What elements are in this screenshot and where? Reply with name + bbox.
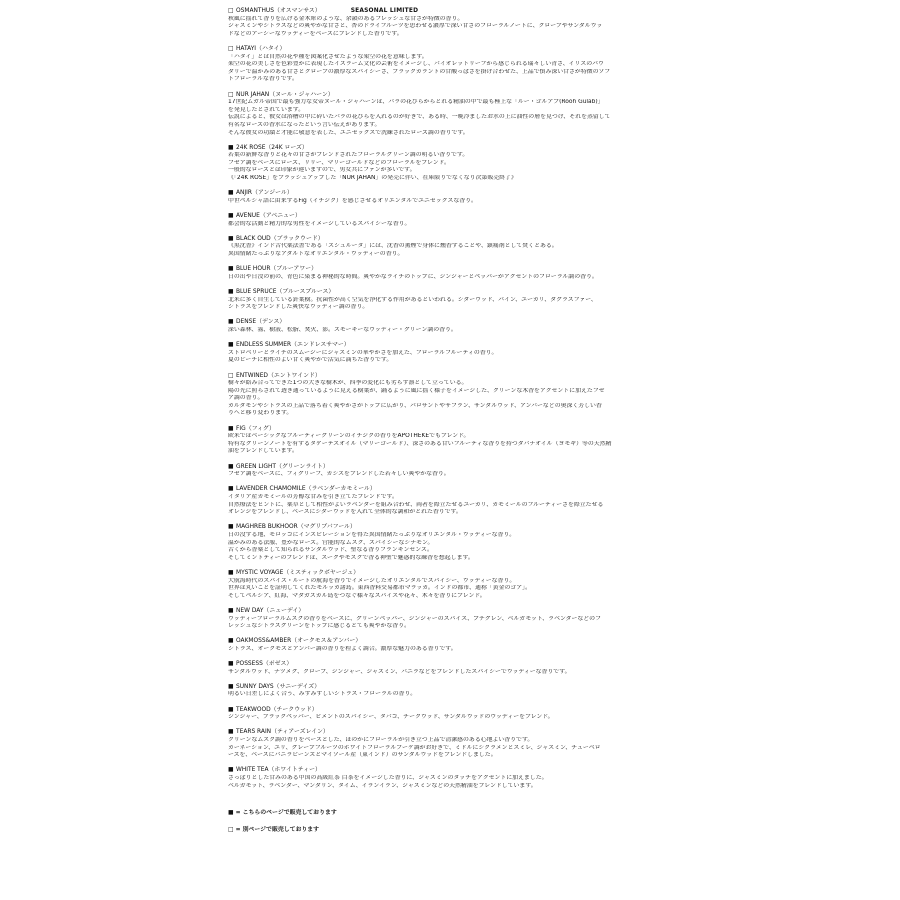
fragrance-entry <box>228 8 680 38</box>
entry-title-row <box>228 319 680 327</box>
fragrance-name: MAGHREB BUKHOOR（マグリブバフール） <box>236 524 356 531</box>
availability-marker-icon: ■ <box>228 729 234 736</box>
fragrance-entry <box>228 767 680 790</box>
fragrance-name: OSMANTHUS（オスマンサス） <box>236 8 321 14</box>
description-line: 異国情緒たっぷりなアダルトなオリエンタル・ウッディーの香り。 <box>228 251 404 257</box>
fragrance-name: AVENUE（アベニュー） <box>236 213 301 220</box>
description-line: ーズを、ベースにバニラビーンズとマイソール産（東インド）のサンダルウッドをブレンドしました。 <box>228 752 497 759</box>
fragrance-name: ANJIR（アンジール） <box>236 190 293 197</box>
description-line: を発見したとされています。 <box>228 106 305 113</box>
entry-title-row <box>228 236 680 244</box>
fragrance-name: WHITE TEA（ホワイトティー） <box>236 767 321 774</box>
entry-title-row <box>228 92 680 100</box>
entry-title-row <box>228 464 680 472</box>
availability-marker-icon: ■ <box>228 767 234 774</box>
description-line: 特有なグリーンノートを有するタゲーテスオイル（マリーゴールド）、深さのある甘いフルーティな香りを持つダバナオイル（ヨモギ）等の天然精 <box>228 440 612 447</box>
availability-marker-icon: ■ <box>228 235 234 242</box>
fragrance-name: MYSTIC VOYAGE（ミスティックボヤージュ） <box>236 569 360 576</box>
description-line: りへと移り変わります。 <box>228 410 293 417</box>
description-line: ジャスミンやシトラスなどの爽やかな甘さと、杏のドライフルーツを思わせる濃厚で深い甘さのフローラルノートに、クローブやサンダルウッ <box>228 23 603 30</box>
description-line: ストロベリーとライチのスムージーにジャスミンの華やかさを加えた、フローラルフルーティの香り。 <box>228 349 498 356</box>
description-line: クリーンなムスク調の香りをベースとした、ほのかにフローラルが引き立つ上品で清潔感のある心地よい香りです。 <box>228 737 534 743</box>
description-line: 有名なローズの香水になったという言い伝えがあります。 <box>228 121 381 128</box>
availability-marker-icon: ■ <box>228 524 234 531</box>
fragrance-name: LAVENDER CHAMOMILE（ラベンダーカモミール） <box>236 486 376 493</box>
description-line: 「ハタイ」とは自然の花や種を図案化させたような架空の花を意味します。 <box>228 53 428 60</box>
fragrance-entry <box>228 486 680 516</box>
entry-title-row <box>228 486 680 494</box>
legend <box>228 810 680 834</box>
availability-marker-icon: □ <box>228 45 234 52</box>
description-line: そしてペルシア、紅海、マダガスカル島をつなぐ様々なスパイスや花々、木々を香りにブレンド。 <box>228 592 486 599</box>
description-line: シトラスをブレンドした爽快なウッディー調の香り。 <box>228 304 369 311</box>
description-line: レッシュなシトラスグリーンをトップに感じるとても爽やかな香り。 <box>228 623 410 630</box>
entry-title-row <box>228 289 680 297</box>
fragrance-name: BLACK OUD（ブラックウード） <box>236 235 324 242</box>
availability-marker-icon: ■ <box>228 661 234 668</box>
availability-marker-icon: ■ <box>228 683 234 690</box>
entry-title-row <box>228 570 680 578</box>
fragrance-name: ENDLESS SUMMER（エンドレスサマー） <box>236 342 350 349</box>
description-line: 夏のビーチに相性のよい甘く爽やかで活気に満ちた香りです。 <box>228 357 393 364</box>
description-line: 架空の花の美しさを色彩豊かに表現したイスラーム文化の芸術をイメージし、バイオレットリーフから感じられる瑞々しい青さ、イリスのパウ <box>228 61 604 68</box>
entry-title-row <box>228 8 680 16</box>
description-line: そしてミントティーのブレンドは、スークやモスクで香る神聖で魅惑的な練香を想起します。 <box>228 554 474 561</box>
availability-marker-icon: ■ <box>228 342 234 349</box>
fragrance-entry <box>228 729 680 759</box>
legend-sold-here: ■ = こちらのページで販売しております <box>228 810 337 817</box>
description-line: 伝説によると、彼女は浴槽の中に砕いたバラの花びらを入れるのが好きで、ある時、一晩冷ましたお水の上に油性の層を見つけ、それを蒸留して <box>228 114 611 121</box>
legend-sold-elsewhere: □ = 別ページで販売しております <box>228 826 320 833</box>
fragrance-name: OAKMOSS&AMBER（オークモス＆アンバー） <box>236 638 362 645</box>
fragrance-entry <box>228 342 680 365</box>
entry-title-row <box>228 373 680 381</box>
description-line: 中世ペルシャ語に由来するFig（イチジク）を感じさせるオリエンタルでユニセックスな香り。 <box>228 197 477 204</box>
entry-title-row <box>228 145 680 153</box>
availability-marker-icon: ■ <box>228 706 234 713</box>
availability-marker-icon: ■ <box>228 607 234 614</box>
availability-marker-icon: ■ <box>228 288 234 295</box>
availability-marker-icon: □ <box>228 91 234 98</box>
description-line: 明るい日差しによく合う、みずみずしいシトラス・フローラルの香り。 <box>228 691 417 698</box>
description-line: 《「24K ROSE」をブラッシュアップした「NUR JAHAN」の発売に伴い、在庫限りでなくなり次第販売終了》 <box>228 175 517 182</box>
availability-marker-icon: ■ <box>228 213 234 220</box>
fragrance-entry <box>228 707 680 722</box>
description-line: ウッディーフローラルムスクの香りをベースに、グリーンペッパー、ジンジャーのスパイス、プチグレン、ベルガモット、ラベンダーなどのフ <box>228 615 601 622</box>
description-line: カーネーション、ユリ、グレープフルーツのホワイトフローラルブーケ調がお好きで、ミドルにシクラメンとスミレ、ジャスミン、チューベロ <box>228 744 601 751</box>
availability-marker-icon: ■ <box>228 319 234 326</box>
fragrance-name: POSSESS（ポゼス） <box>236 661 293 668</box>
fragrance-name: BLUE SPRUCE（ブルースプルース） <box>236 288 335 295</box>
entry-title-row <box>228 190 680 198</box>
fragrance-name: SUNNY DAYS（サニーデイズ） <box>236 683 321 690</box>
fragrance-entry <box>228 464 680 479</box>
description-line: そんな彼女の功績と才能に敬意を表した、ユニセックスで洗練されたローズ調の香りです。 <box>228 129 469 136</box>
description-line: 油をブレンドしています。 <box>228 448 298 455</box>
entry-title-row <box>228 46 680 54</box>
description-line: 温かみのある法服、豊かなローズ。官能的なムスク、スパイシーなシナモン。 <box>228 539 434 546</box>
description-line: 都会的な活動と精力的な男性をイメージしているスパイシーな香り。 <box>228 220 411 227</box>
availability-marker-icon: ■ <box>228 425 234 432</box>
availability-marker-icon: ■ <box>228 638 234 645</box>
fragrance-entry <box>228 319 680 334</box>
fragrance-entry <box>228 46 680 84</box>
fragrance-entries <box>228 8 680 790</box>
description-line: フゼア調をベースに、フィグリーフ、カシスをブレンドした若々しい爽やかな香り。 <box>228 471 450 478</box>
fragrance-list-document <box>228 8 680 843</box>
description-line: 秋風に揺れて香りを広げる金木犀のような、余韻のあるフレッシュな甘さが特徴の香り。 <box>228 15 464 22</box>
description-line: 樹々が絡み合ってできた1つの大きな樹木が、四季の変化にも劣らず凛として立っている。 <box>228 380 468 387</box>
description-line: サンダルウッド、ナツメグ、クローブ、ジンジャー、ジャスミン、バニラなどをブレンドしたスパイシーでウッディーな香りです。 <box>228 668 571 675</box>
fragrance-entry <box>228 638 680 653</box>
entry-title-row <box>228 213 680 221</box>
fragrance-entry <box>228 608 680 631</box>
fragrance-entry <box>228 236 680 259</box>
entry-title-row <box>228 266 680 274</box>
fragrance-name: GREEN LIGHT（グリーンライト） <box>236 463 329 470</box>
fragrance-entry <box>228 426 680 456</box>
fragrance-entry <box>228 266 680 281</box>
availability-marker-icon: ■ <box>228 190 234 197</box>
fragrance-name: TEARS RAIN（ティアーズレイン） <box>236 729 329 736</box>
availability-marker-icon: □ <box>228 372 234 379</box>
fragrance-entry <box>228 145 680 183</box>
fragrance-name: TEAKWOOD（チークウッド） <box>236 706 318 713</box>
description-line: 北米に多く自生している針葉樹。抗菌性が高く空気を浄化する作用があるといわれる。シダーウッド、パイン、ユーカリ、ダグラスファー、 <box>228 296 597 303</box>
description-line: 欧米ではベーシックなフルーティーグリーンのイチジクの香りをAPOTHEKEでもブレンド。 <box>228 433 470 440</box>
description-line: 深い森林、霧、樹液、松脂、焚火、影。スモーキーなウッディー・グリーン調の香り。 <box>228 326 457 333</box>
description-line: シトラス、オークモスとアンバー調の香りを程よく調合。濃厚な魅力のある香りです。 <box>228 645 457 652</box>
description-line: さっぱりとした甘みのある中国の高級紅茶 白茶をイメージした香りに、ジャスミンのタッチをアクセントに加えました。 <box>228 774 548 781</box>
description-line: 陽の光に照らされて透き通っているように見える樹葉が、踊るように風に揺く様子をイメージした、クリーンな木香をアクセントに加えたフゼ <box>228 387 605 394</box>
availability-marker-icon: ■ <box>228 569 234 576</box>
description-line: フゼア調をベースにローズ、リリー、マリーゴールドなどのフローラルをブレンド。 <box>228 159 450 166</box>
description-line: 大航海時代のスパイス・ルートの航海を香りでイメージしたオリエンタルでスパイシー、ウッディーな香り。 <box>228 577 516 584</box>
description-line: ドなどのアーシーなウッディーをベースにブレンドした香りです。 <box>228 30 403 37</box>
fragrance-entry <box>228 92 680 138</box>
entry-title-row <box>228 767 680 775</box>
fragrance-name: FIG（フィグ） <box>236 425 275 432</box>
description-line: オレンジをブレンドし、ベースにシダーウッドを入れて全体的な調和がとれた香りです。 <box>228 509 462 516</box>
description-line: 日の没する地、モロッコにインスピレーションを得た異国情緒たっぷりなオリエンタル・ウッディーな香り。 <box>228 531 516 538</box>
description-line: 《黒沈香》インド古代薬法書である「スシュルータ」には、沈香の薫煙で身体に燻香することや、鎮痛剤として焚くとある。 <box>228 243 558 250</box>
description-line: 自然療法をヒントに、薬草として相性がよいラベンダーを組み合わせ、両者を際立たせるユーカリ、カモミールのフルーティーさを際立たせる <box>228 501 604 508</box>
entry-title-row <box>228 729 680 737</box>
availability-marker-icon: ■ <box>228 144 234 151</box>
entry-title-row <box>228 426 680 434</box>
description-line: 日の出や日没の前の、青色に染まる神秘的な時間。爽やかなライチのトップに、ジンジャーとペッパーがアクセントのフローラル調の香り。 <box>228 273 598 280</box>
description-line: イタリア産カモミールの芳醇な甘みを引き立てたブレンドです。 <box>228 494 398 500</box>
entry-title-row <box>228 608 680 616</box>
fragrance-name: NUR JAHAN（ヌール・ジャハーン） <box>236 91 334 98</box>
fragrance-entry <box>228 524 680 562</box>
availability-marker-icon: ■ <box>228 266 234 273</box>
fragrance-entry <box>228 213 680 228</box>
description-line: トフローラルな香りです。 <box>228 76 298 83</box>
entry-title-row <box>228 661 680 669</box>
availability-marker-icon: ■ <box>228 486 234 493</box>
availability-marker-icon: □ <box>228 8 234 14</box>
entry-title-row <box>228 524 680 532</box>
fragrance-entry <box>228 190 680 205</box>
fragrance-name: ENTWINED（エントワインド） <box>236 372 321 379</box>
availability-marker-icon: ■ <box>228 463 234 470</box>
fragrance-entry <box>228 373 680 419</box>
fragrance-name: 24K ROSE（24K ローズ） <box>236 144 308 151</box>
description-line: カルダモンやシトラスの上品で落ち着く爽やかさがトップに広がり、パロサントやサフラン、サンダルウッド、アンバーなどの奥深く芳しい香 <box>228 402 602 409</box>
description-line: ア調の香り。 <box>228 395 264 402</box>
description-line: 一般的なローズとは印象が違いますので、男女共にファンが多いです。 <box>228 167 416 174</box>
fragrance-entry <box>228 289 680 312</box>
description-line: 若葉の新鮮な香りと花々の甘さがブレンドされたフローラルグリーン調の明るい香りです。 <box>228 152 469 159</box>
entry-title-row <box>228 342 680 350</box>
description-line: ジンジャー、ブラックペッパー、ピメントのスパイシー、タバコ、チークウッド、サンダルウッドのウッディーをブレンド。 <box>228 714 554 721</box>
fragrance-name: NEW DAY（ニューデイ） <box>236 607 305 614</box>
fragrance-entry <box>228 684 680 699</box>
description-line: ベルガモット、ラベンダー、マンダリン、タイム、イランイラン、ジャスミンなどの天然精油をブレンドしています。 <box>228 782 537 789</box>
fragrance-entry <box>228 570 680 600</box>
description-line: ダリーで温かみのある甘さとクローブの濃厚なスパイシーさ、ブラックカラントの甘酸っぱさを掛け合わせた、上品で慎み深い甘さが特徴のソフ <box>228 68 611 75</box>
fragrance-name: BLUE HOUR（ブルーアワー） <box>236 266 317 273</box>
seasonal-tag: SEASONAL LIMITED <box>350 8 419 14</box>
entry-title-row <box>228 684 680 692</box>
entry-title-row <box>228 638 680 646</box>
description-line: 古くから香薬として知られるサンダルウッド、聖なる香りフランキンセンス。 <box>228 547 433 554</box>
fragrance-entry <box>228 661 680 676</box>
description-line: 17世紀ムガル帝国で最も強力な女帝ヌール・ジャハーンは、バラの花びらからとれる精油の中で最も極上な「ルー・ゴルアブ(Rooh Gulab)」 <box>228 99 604 106</box>
entry-title-row <box>228 707 680 715</box>
fragrance-name: DENSE（デンス） <box>236 319 286 326</box>
fragrance-name: HATAYI（ハタイ） <box>236 45 286 52</box>
description-line: 世界は丸いことを証明してくれたモルッカ諸島。東西香料交易都市マラッカ。インドの都市、通称「黄金のゴア」。 <box>228 585 532 592</box>
